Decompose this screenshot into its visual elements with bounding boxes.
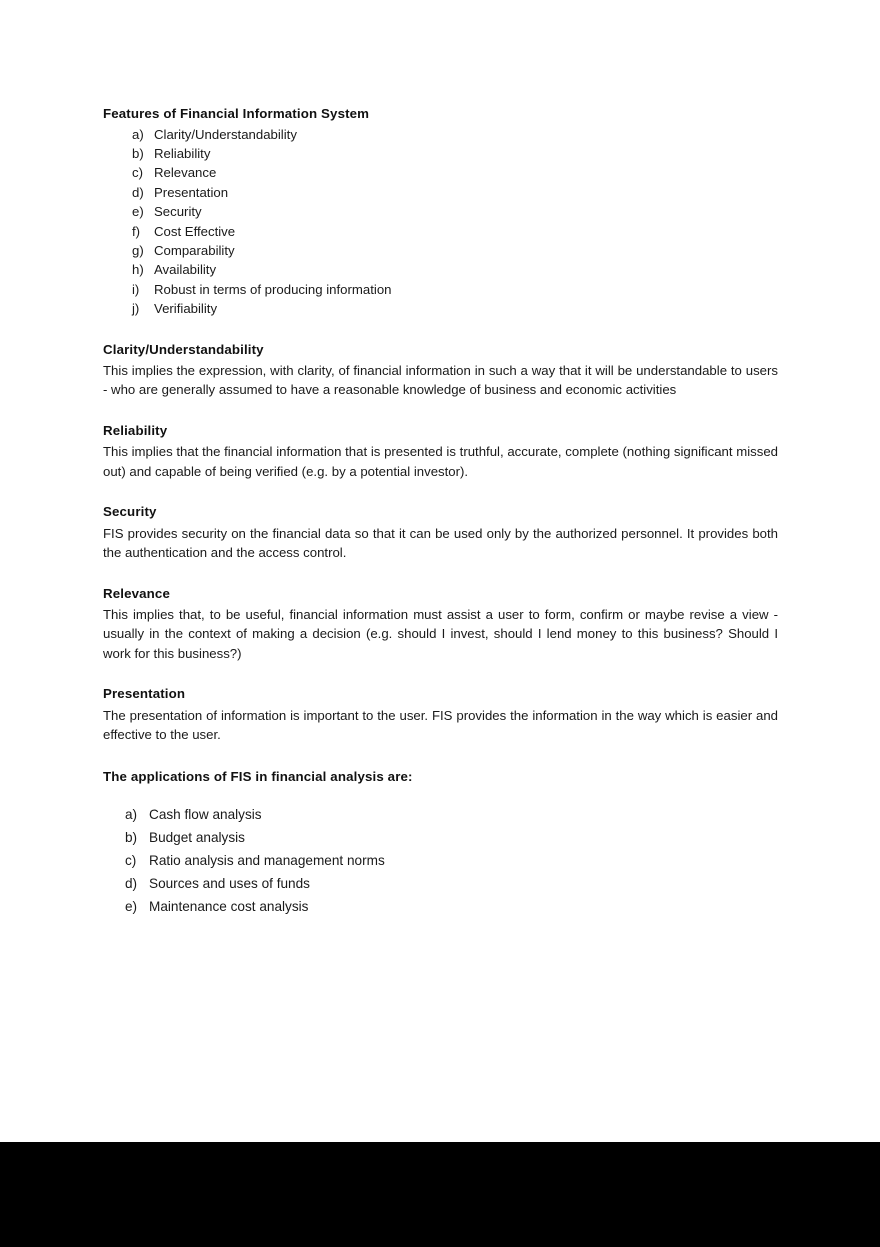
list-item-label: Reliability (154, 145, 211, 161)
list-item (103, 299, 778, 318)
list-item (103, 895, 778, 918)
section-body: This implies that the financial information that is presented is truthful, accurate, complete (nothing significant missed out) and capable of being verified (e.g. by a potential investor). (103, 444, 778, 479)
list-item-marker: h) (132, 262, 144, 278)
list-item (103, 280, 778, 299)
list-item-label: Comparability (154, 242, 235, 258)
section-relevance (103, 584, 778, 664)
list-item (103, 826, 778, 849)
list-item-label: Ratio analysis and management norms (149, 853, 385, 869)
list-item-marker: c) (125, 853, 137, 869)
list-item-marker: f) (132, 223, 141, 239)
section-heading: Relevance (103, 585, 170, 601)
section-reliability (103, 421, 778, 481)
list-item-label: Robust in terms of producing information (154, 281, 392, 297)
list-item-marker: b) (132, 145, 144, 161)
list-item (103, 125, 778, 144)
list-item-marker: j) (132, 301, 140, 317)
list-item-label: Cost Effective (154, 223, 236, 239)
list-item-label: Clarity/Understandability (154, 126, 297, 142)
list-item-marker: d) (132, 184, 144, 200)
section-heading: Reliability (103, 422, 168, 438)
list-item-marker: b) (125, 830, 138, 846)
list-item (103, 849, 778, 872)
applications-heading: The applications of FIS in financial analysis are: (103, 768, 413, 784)
applications-list (103, 803, 778, 918)
list-item (103, 803, 778, 826)
list-item-label: Security (154, 204, 202, 220)
section-body: This implies the expression, with clarity, of financial information in such a way that it will be understandable to users - who are generally assumed to have a reasonable knowledge of business and economic activities (103, 363, 778, 398)
list-item-marker: i) (132, 281, 140, 297)
section-heading: Presentation (103, 686, 186, 702)
list-item (103, 222, 778, 241)
list-item (103, 144, 778, 163)
document-content (103, 104, 778, 918)
list-item-label: Availability (154, 262, 217, 278)
list-item (103, 260, 778, 279)
list-item (103, 872, 778, 895)
list-item-label: Presentation (154, 184, 229, 200)
list-item-marker: g) (132, 242, 144, 258)
list-item-marker: e) (125, 899, 138, 915)
list-item-label: Cash flow analysis (149, 807, 262, 823)
list-item-label: Sources and uses of funds (149, 876, 310, 892)
list-item-marker: a) (132, 126, 144, 142)
section-body: The presentation of information is important to the user. FIS provides the information in the way which is easier and effective to the user. (103, 707, 778, 743)
list-item-label: Relevance (154, 165, 217, 181)
list-item (103, 163, 778, 182)
list-item (103, 183, 778, 202)
list-item-marker: d) (125, 876, 138, 892)
list-item (103, 202, 778, 221)
section-body: FIS provides security on the financial data so that it can be used only by the authorized personnel. It provides both the authentication and the access control. (103, 525, 778, 561)
list-item (103, 241, 778, 260)
section-clarity (103, 340, 778, 400)
section-heading: Clarity/Understandability (103, 341, 264, 357)
list-item-marker: e) (132, 204, 144, 220)
section-body: This implies that, to be useful, financial information must assist a user to form, confirm or maybe revise a view - usually in the context of making a decision (e.g. should I invest, should I lend money to this business? Should I work for this business?) (103, 607, 778, 661)
list-item-label: Maintenance cost analysis (149, 899, 309, 915)
list-item-label: Budget analysis (149, 830, 245, 846)
page-bottom-bar (0, 1142, 880, 1247)
list-item-marker: c) (132, 165, 143, 181)
section-presentation (103, 684, 778, 744)
page-title: Features of Financial Information System (103, 106, 370, 121)
list-item-label: Verifiability (154, 301, 218, 317)
features-list (103, 125, 778, 319)
list-item-marker: a) (125, 807, 138, 823)
section-heading: Security (103, 504, 157, 520)
section-security (103, 502, 778, 562)
